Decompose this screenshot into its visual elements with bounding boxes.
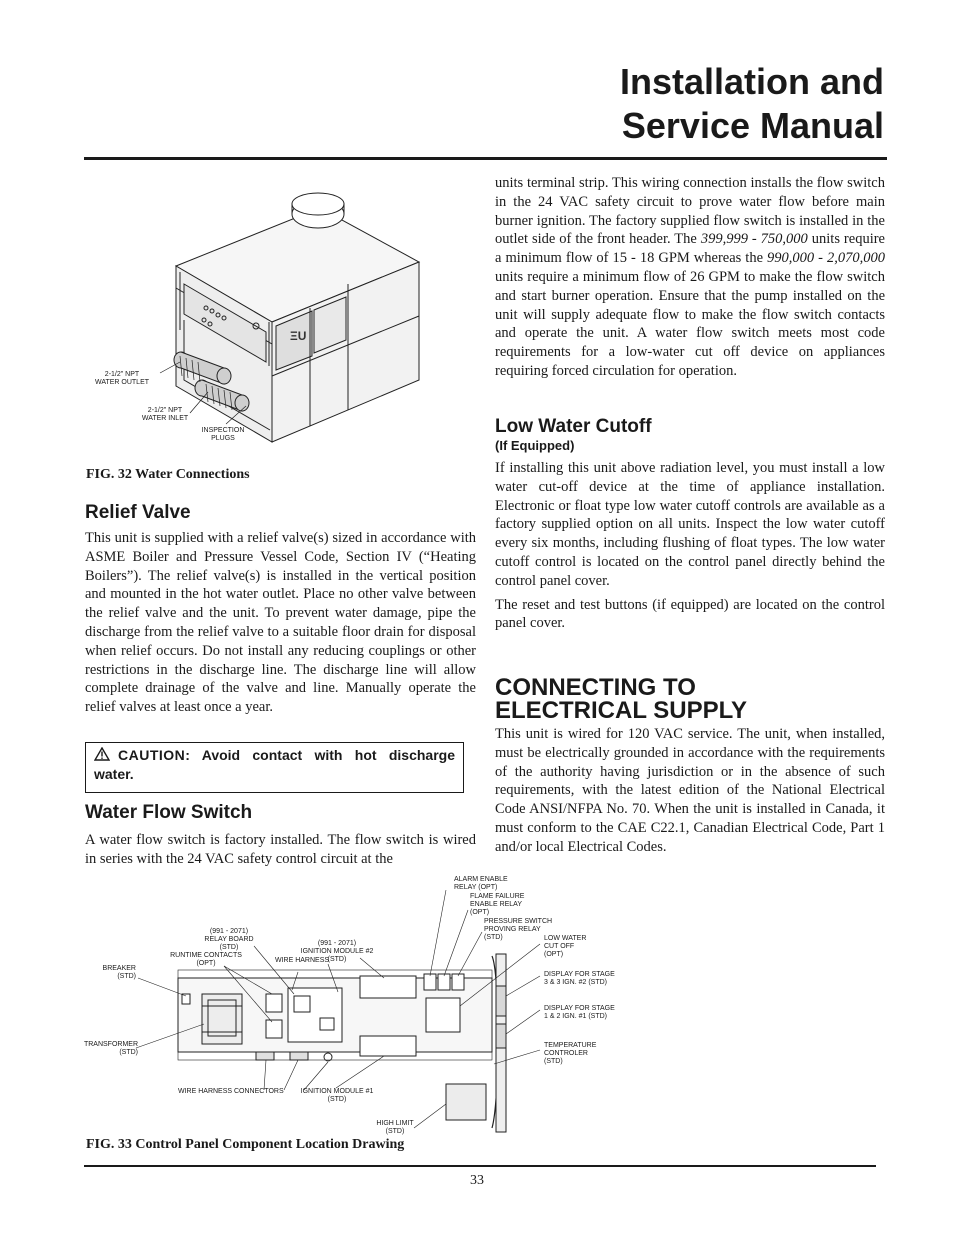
electrical-body: This unit is wired for 120 VAC service. The unit, when installed, must be electrically grounded in accordance with the requirements of the authority having jurisdiction or in the absence of such requirements, with the latest edition of the National Electrical Code ANSI/NFPA No. 70. When the unit is installed in Canada, it must conform to the CAE C22.1, Canadian Electrical Code, Part 1 and/or local Electrical Codes.	[495, 726, 885, 855]
footer-rule	[84, 1165, 876, 1167]
low-water-cutoff-subheading: (If Equipped)	[495, 438, 575, 453]
fig33-caption: FIG. 33 Control Panel Component Location Drawing	[86, 1137, 405, 1152]
relief-valve-body: This unit is supplied with a relief valve(s) sized in accordance with ASME Boiler and Pressure Vessel Code, Section IV (“Heating Boilers”). The relief valve(s) is installed in the vertical position and mounted in the hot water outlet. Place no other valve between the relief valve and the unit. To prevent water damage, pipe the discharge from the relief valve to a suitable floor drain for disposal when relief occurs. Do not install any reducing couplings or other restrictions in the discharge line. The discharge line will allow complete drainage of the valve and line. Manually operate the relief valves at least once a year.	[85, 530, 476, 716]
low-water-cutoff-para2: The reset and test buttons (if equipped) are located on the control panel cover.	[495, 596, 885, 632]
low-water-cutoff-heading: Low Water Cutoff	[495, 416, 652, 437]
water-flow-switch-section	[85, 802, 476, 875]
flow-range-large-units: 990,000 - 2,070,000	[767, 250, 885, 267]
label-pressure-switch-relay: PRESSURE SWITCH PROVING RELAY (STD)	[484, 918, 553, 941]
label-ignition-module-2: (991 - 2071) IGNITION MODULE #2 (STD)	[300, 940, 374, 963]
svg-text:ΞU: ΞU	[290, 329, 307, 343]
header-rule	[84, 157, 887, 160]
page-number: 33	[470, 1173, 484, 1188]
caution-label: CAUTION	[118, 747, 186, 763]
flow-range-small-units: 399,999 - 750,000	[700, 231, 808, 248]
label-alarm-enable-relay: ALARM ENABLE RELAY (OPT)	[454, 876, 508, 891]
label-display-stage-1-2: DISPLAY FOR STAGE 1 & 2 IGN. #1 (STD)	[544, 1005, 615, 1020]
label-temperature-controller: TEMPERATURE CONTROLER (STD)	[544, 1042, 597, 1065]
fig32-caption: FIG. 32 Water Connections	[86, 467, 250, 482]
electrical-section	[495, 676, 885, 863]
low-water-cutoff-para1: If installing this unit above radiation level, you must install a low water cut-off device at the time of appliance installation. Electronic or float type low water cutoff controls are available as a factory supplied option on all units. Inspect the low water cutoff every six months, including flushing of float types. The low water cutoff control is located on the control panel directly behind the control panel cover.	[495, 460, 885, 589]
inspection-plugs-callout: INSPECTION PLUGS	[201, 427, 245, 442]
title-line-2: Service Manual	[621, 105, 884, 146]
electrical-heading: CONNECTING TO ELECTRICAL SUPPLY	[495, 674, 748, 724]
label-high-limit: HIGH LIMIT (STD)	[376, 1120, 414, 1135]
flow-switch-text-3: units require a minimum flow of 26 GPM to make the flow switch and start burner operation. Ensure that the pump installed on the unit will supply adequate flow to make the flow switch contacts and operate the unit. A water flow switch meets most code requirements for a low-water cut off device on appliances requiring forced circulation for operation.	[495, 268, 885, 379]
label-display-stage-3-4: DISPLAY FOR STAGE 3 & 3 IGN. #2 (STD)	[544, 971, 615, 986]
caution-text: : Avoid contact with hot discharge water.	[94, 747, 455, 782]
relief-valve-section	[85, 502, 476, 723]
label-ignition-module-1: IGNITION MODULE #1 (STD)	[300, 1088, 374, 1103]
label-low-water-cutoff: LOW WATER CUT OFF (OPT)	[544, 935, 587, 958]
caution-box	[85, 742, 464, 793]
warning-triangle-icon	[94, 747, 110, 761]
water-flow-switch-body-start: A water flow switch is factory installed. The flow switch is wired in series with the 24 VAC safety control circuit at the	[85, 832, 476, 867]
water-flow-switch-heading: Water Flow Switch	[85, 802, 253, 823]
water-outlet-callout: 2-1/2" NPT WATER OUTLET	[94, 371, 150, 386]
label-wire-harness-connectors: WIRE HARNESS CONNECTORS	[178, 1088, 284, 1095]
label-relay-board: (991 - 2071) RELAY BOARD (STD)	[204, 928, 254, 951]
label-transformer: TRANSFORMER (STD)	[83, 1041, 138, 1056]
relief-valve-heading: Relief Valve	[85, 502, 191, 523]
flow-switch-text-2: units require a minimum flow of 15 - 18 GPM whereas the	[495, 231, 885, 267]
water-inlet-callout: 2-1/2" NPT WATER INLET	[141, 407, 189, 422]
label-wire-harness: WIRE HARNESS	[274, 957, 330, 964]
page-title	[464, 60, 884, 148]
label-breaker: BREAKER (STD)	[102, 965, 136, 980]
label-runtime-contacts: RUNTIME CONTACTS (OPT)	[170, 952, 242, 967]
title-line-1: Installation and	[619, 61, 884, 102]
water-flow-switch-continued	[495, 174, 885, 387]
flow-switch-text-1: units terminal strip. This wiring connection installs the flow switch in the 24 VAC safety circuit to prove water flow before main burner ignition. The factory supplied flow switch is installed in the outlet side of the front header. The	[495, 175, 885, 248]
low-water-cutoff-section	[495, 416, 885, 639]
label-flame-failure-relay: FLAME FAILURE ENABLE RELAY (OPT)	[470, 893, 525, 916]
